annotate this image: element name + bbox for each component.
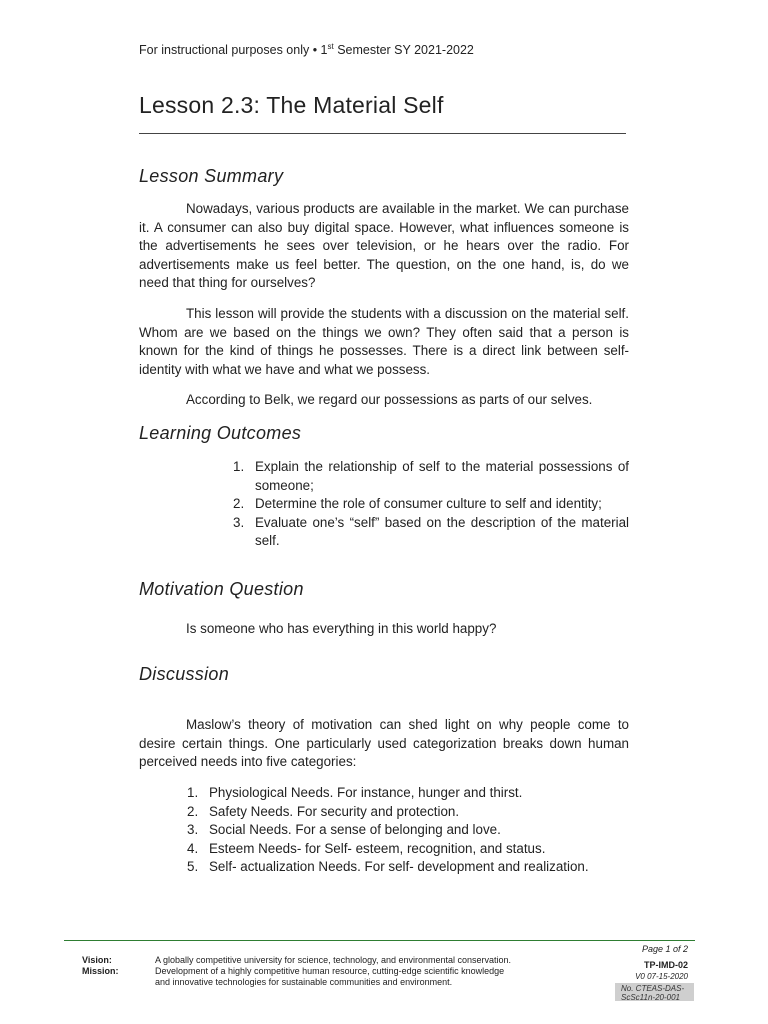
summary-paragraph-2-text: This lesson will provide the students with a discussion on the material self. Whom are we based on the things we own? They often said that a person is known for the kind of things he possesses. There is a direct link between self- identity with what we have and what we possess. xyxy=(139,306,629,377)
control-number-box xyxy=(615,983,694,1001)
summary-paragraph-1-text: Nowadays, various products are available in the market. We can purchase it. A consumer can also buy digital space. However, what influences someone is the advertisements he sees over television, or he hears over the radio. For advertisements make us feel better. The question, on the one hand, is, do we need that thing for ourselves? xyxy=(139,201,629,290)
control-number-line-2: ScSc11n-20-001 xyxy=(621,993,680,1002)
list-item-text: Safety Needs. For security and protection. xyxy=(209,803,460,819)
summary-paragraph-1 xyxy=(139,200,629,293)
list-item-text: Esteem Needs- for Self- esteem, recognition, and status. xyxy=(209,840,546,856)
mission-label: Mission: xyxy=(82,966,119,976)
list-item-text: Evaluate one’s “self” based on the description of the material self. xyxy=(255,514,629,548)
list-item-text: Explain the relationship of self to the material possessions of someone; xyxy=(255,459,629,493)
list-item xyxy=(187,858,629,877)
summary-heading: Lesson Summary xyxy=(139,166,284,186)
list-item-text: Physiological Needs. For instance, hunger and thirst. xyxy=(209,785,523,800)
header-note xyxy=(139,42,474,57)
version-text: V0 07-15-2020 xyxy=(635,972,688,981)
discussion-heading: Discussion xyxy=(139,664,230,684)
list-item-text: Self- actualization Needs. For self- development and realization. xyxy=(209,859,589,874)
list-item xyxy=(187,821,629,840)
list-item-number: 1. xyxy=(187,785,199,800)
summary-paragraph-3-text: According to Belk, we regard our possessions as parts of our selves. xyxy=(186,392,593,407)
list-item xyxy=(187,784,629,803)
footer-divider xyxy=(64,940,695,941)
doc-code: TP-IMD-02 xyxy=(643,960,688,970)
outcomes-heading: Learning Outcomes xyxy=(139,423,302,443)
discussion-text: Maslow’s theory of motivation can shed light on why people come to desire certain things. One particularly used categorization breaks down human perceived needs into five categories: xyxy=(139,717,629,769)
list-item-number: 5. xyxy=(187,859,199,874)
list-item-number: 4. xyxy=(187,840,199,856)
mission-text-line-1: Development of a highly competitive human resource, cutting-edge scientific knowledge xyxy=(155,966,505,976)
list-item-number: 3. xyxy=(187,822,199,837)
motivation-text: Is someone who has everything in this world happy? xyxy=(186,621,497,636)
mission-text-line-2: and innovative technologies for sustainable communities and environment. xyxy=(155,977,453,987)
page-title: Lesson 2.3: The Material Self xyxy=(139,92,444,118)
vision-label: Vision: xyxy=(82,955,112,965)
list-item xyxy=(187,840,629,859)
vision-text: A globally competitive university for science, technology, and environmental conservation. xyxy=(155,955,512,965)
header-note-sup: st xyxy=(327,42,334,51)
list-item xyxy=(233,514,629,551)
motivation-paragraph xyxy=(139,620,629,639)
list-item-text: Social Needs. For a sense of belonging and love. xyxy=(209,822,501,837)
list-item-number: 3. xyxy=(233,514,245,530)
summary-paragraph-3 xyxy=(139,391,629,410)
header-note-suffix: Semester SY 2021-2022 xyxy=(333,43,474,58)
motivation-heading: Motivation Question xyxy=(139,579,304,599)
page-number: Page 1 of 2 xyxy=(641,944,688,954)
needs-list xyxy=(187,784,629,877)
control-number-line-1: No. CTEAS-DAS- xyxy=(621,984,685,993)
discussion-paragraph xyxy=(139,716,629,772)
list-item-number: 1. xyxy=(233,459,245,474)
list-item-text: Determine the role of consumer culture to self and identity; xyxy=(255,496,602,511)
list-item-number: 2. xyxy=(233,496,245,511)
summary-paragraph-2 xyxy=(139,305,629,379)
outcomes-list xyxy=(233,458,629,551)
list-item xyxy=(233,458,629,495)
title-rule xyxy=(139,133,626,134)
list-item xyxy=(233,495,629,514)
list-item xyxy=(187,803,629,822)
header-note-prefix: For instructional purposes only • 1 xyxy=(139,43,328,58)
list-item-number: 2. xyxy=(187,803,199,819)
